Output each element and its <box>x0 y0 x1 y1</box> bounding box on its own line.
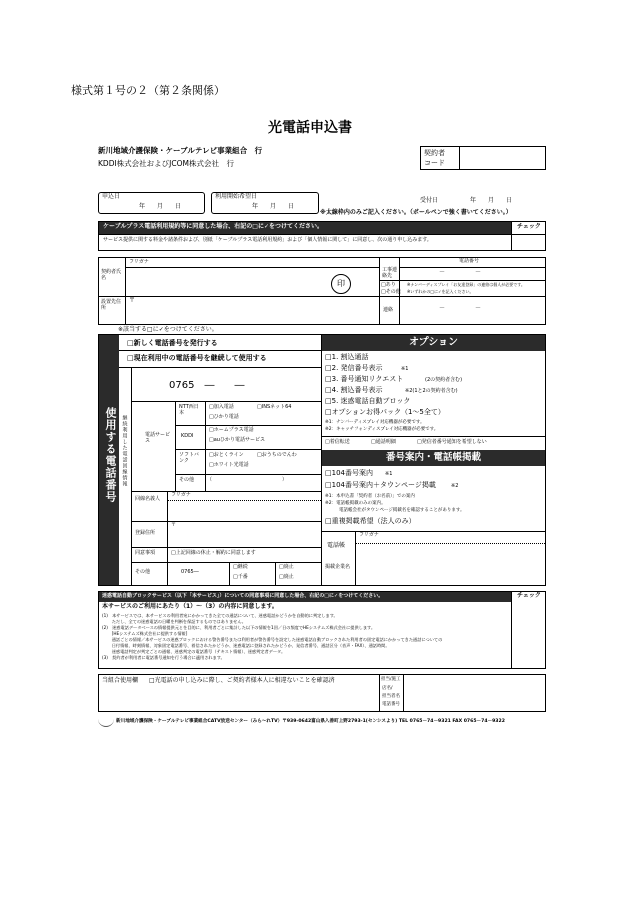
phone-dashes-1[interactable]: － － <box>439 269 482 276</box>
seal-text: 印 <box>337 279 345 288</box>
number-section-label: 使用する電話番号 <box>104 407 117 503</box>
other-2-option-b[interactable]: □千番 <box>233 574 248 580</box>
received-date-ymd: 年 月 日 <box>470 197 513 204</box>
contract-code-label-1: 契約者 <box>424 149 445 157</box>
new-number-option[interactable]: □新しく電話番号を発行する <box>127 339 218 347</box>
staff-label-3: 担当者名 <box>382 694 400 699</box>
softbank-option-2[interactable]: □おうちのでんわ <box>257 452 297 458</box>
contact-label: 連絡 <box>383 307 394 313</box>
directory-option-3[interactable]: □重複掲載希望（法人のみ） <box>325 517 416 525</box>
block-line-1: (1) 本サービスでは、本サービスの利用者宛にかかってきた全ての通話について、迷惑電話かどうかを自動的に判定します。 <box>102 613 338 618</box>
option-2[interactable]: □2. 発信番号表示 <box>325 364 383 372</box>
phone-dashes-2[interactable]: － － <box>439 305 482 312</box>
number-prefix[interactable]: 0765 ― ― <box>169 380 245 391</box>
option-2-note: ※1 <box>401 366 409 372</box>
contact-note-1: ※ナンバーディスプレイ「お友達登録」の連絡は個人が必要です。 <box>407 282 525 287</box>
directory-option-1[interactable]: □104番号案内 <box>325 469 373 477</box>
option-pack[interactable]: □オプションお得パック（1～5全て） <box>325 408 445 416</box>
option-4-note: ※2(1と2の契約者含む) <box>405 388 458 394</box>
options-header-text: オプション <box>408 337 459 348</box>
consent-check-label: チェック <box>517 223 541 230</box>
extra-call-detail[interactable]: □通話明細 <box>371 439 396 445</box>
kddi-option-1[interactable]: □ホームプラス電話 <box>209 427 254 433</box>
softbank-label: ソフトバンク <box>179 452 199 464</box>
check-note: ※該当する□に✓をつけてください。 <box>118 326 218 333</box>
option-3-note: (2の契約者含む) <box>425 377 463 383</box>
directory-note-2: ※2：電話帳掲載のみの案内。 <box>325 501 386 506</box>
line-cancel-consent[interactable]: □上記回線の休止・解約に同意します <box>171 550 256 556</box>
directory-header <box>322 450 545 466</box>
reg-address-postal: 〒 <box>171 522 177 528</box>
other-2-option-a[interactable]: □継続 <box>233 564 248 570</box>
other-2-label: その他 <box>135 569 151 575</box>
reg-address-label: 登録住所 <box>135 530 156 536</box>
directory-book-label: 電話帳 <box>327 542 346 549</box>
install-postal: 〒 <box>129 297 136 304</box>
start-date-ymd: 年 月 日 <box>252 203 295 210</box>
directory-option-2-note: ※2 <box>451 483 459 489</box>
work-contact-label: 工事連絡先 <box>382 267 398 279</box>
start-date-field[interactable] <box>211 192 319 214</box>
block-line-3: (2) 迷惑電話データベースの情報提供元とを目的に、利用者ごとに集計した以下の情報を1回／日の頻度でHEシステムズ株式会社に提供します。 <box>102 625 376 630</box>
block-check-label: チェック <box>517 592 541 599</box>
other-carrier-label: その他 <box>179 477 195 483</box>
application-date-label: 申込日 <box>102 193 121 200</box>
block-header <box>99 592 511 602</box>
directory-company-field[interactable] <box>359 547 541 581</box>
addressee-line-1: 新川地域介護保険・ケーブルテレビ事業組合 行 <box>98 146 263 155</box>
contract-code-box <box>420 146 546 170</box>
instruction-note: ※太線枠内のみご記入ください。（ボールペンで強く書いてください。） <box>320 209 512 216</box>
block-line-7: 迷惑電話判定が判定ごとの通報、迷惑判定の電話番号（テキスト情報）、迷惑判定者データ。 <box>102 649 286 654</box>
applicant-furigana: フリガナ <box>129 259 149 265</box>
directory-header-text: 番号案内・電話帳掲載 <box>385 452 481 463</box>
line-name-furigana: フリガナ <box>171 492 191 498</box>
softbank-option-1[interactable]: □おとくライン <box>209 452 244 458</box>
office-use-label: 当組合使用欄 <box>102 677 139 684</box>
contact-other[interactable]: □その他 <box>381 289 401 295</box>
directory-note-3: 電話帳会社がタウンページ掲載名を確認することがあります。 <box>339 508 465 513</box>
number-section-label-box <box>99 335 119 585</box>
consent-items-label: 同意事項 <box>135 550 156 556</box>
block-header-text: 迷惑電話自動ブロックサービス（以下「本サービス」）についての同意事項に同意した場合、右記の□に✓をつけてください。 <box>102 593 384 599</box>
office-use-confirm[interactable]: □光電話の申し込みに際し、ご契約者様本人に相違ないことを確認済 <box>149 677 335 684</box>
block-subheader: 本サービスのご利用にあたり（1）～（3）の内容に同意します。 <box>102 603 278 610</box>
addressee-line-2: KDDI株式会社およびJCOM株式会社 行 <box>98 159 235 168</box>
consent-header-text: ケーブルプラス電話利用規約等に同意した場合、右記の□に✓をつけてください。 <box>103 223 323 230</box>
footer-logo-icon <box>98 718 114 727</box>
seal-icon <box>331 274 351 294</box>
block-line-5: 通話ごとの情報／本サービスの迷惑ブロックにおける警告番号または利用者が警告番号を設定した迷惑電話自動ブロックされた利用者の固定電話にかかってきた通話についての <box>102 637 443 642</box>
staff-label-4: 電話番号 <box>382 702 400 707</box>
directory-note-1: ※1：本申込書「契約者（お名前）」での案内 <box>325 494 415 499</box>
consent-section <box>98 221 546 251</box>
other-2-option-c[interactable]: □廃止 <box>279 564 294 570</box>
contact-yes[interactable]: □あり <box>381 282 396 288</box>
service-label: 電話サービス <box>145 432 171 444</box>
ntt-option-3[interactable]: □ひかり電話 <box>209 414 239 420</box>
block-line-4: [HEシステムズ株式会社に提供する情報] <box>102 631 188 636</box>
install-address-field[interactable] <box>129 304 377 322</box>
phone-number-label: 電話番号 <box>459 258 480 264</box>
consent-checkbox[interactable] <box>515 235 543 249</box>
continue-number-option[interactable]: □現在利用中の電話番号を継続して使用する <box>127 354 267 362</box>
start-date-label: 利用開始希望日 <box>215 193 258 200</box>
option-4[interactable]: □4. 割込番号表示 <box>325 386 383 394</box>
line-name-label: 回線名義人 <box>135 496 161 502</box>
directory-option-2[interactable]: □104番号案内＋タウンページ掲載 <box>325 481 436 489</box>
extra-no-caller-id[interactable]: □発信者番号通知を希望しない <box>417 439 487 445</box>
applicant-section <box>98 257 546 325</box>
application-date-ymd: 年 月 日 <box>139 203 182 210</box>
block-line-6: 日付情報、時刻情報、対象固定電話番号、着信されたかどうか、迷惑電話に登録されたかどうか、発信者番号、通話区分（音声・FAX）、通話時間。 <box>102 643 390 648</box>
staff-label-1: 担当/施工 <box>381 677 401 682</box>
block-service-section <box>98 591 546 669</box>
option-1[interactable]: □1. 割込通話 <box>325 353 369 361</box>
options-note-1: ※1：ナンバーディスプレイ対応機器が必要です。 <box>325 420 425 425</box>
install-address-label: 設置先住所 <box>101 299 122 311</box>
ntt-option-2[interactable]: □INSネット64 <box>257 404 292 410</box>
extra-forwarding[interactable]: □着信転送 <box>325 439 350 445</box>
option-3[interactable]: □3. 番号通知リクエスト <box>325 375 404 383</box>
page-title: 光電話申込書 <box>268 120 352 136</box>
staff-label-2: 店名/ <box>382 686 393 691</box>
number-options-section <box>98 334 546 586</box>
options-header <box>322 335 545 351</box>
kddi-option-2[interactable]: □auひかり電話サービス <box>209 437 265 443</box>
applicant-name-label: 契約者氏名 <box>101 269 122 281</box>
footer-text: 新川地域介護保険・ケーブルテレビ事業組合CATV放送センター（みら～れTV）〒939-0642富山県入善町上野2793-1(センシスより) TEL 0765－74－9321 FAX 0765－74－9322 <box>116 719 505 724</box>
kddi-label: KDDI <box>181 433 194 439</box>
ntt-option-1[interactable]: □加入電話 <box>209 404 234 410</box>
option-5[interactable]: □5. 迷惑電話自動ブロック <box>325 397 411 405</box>
block-line-8: (3) 契約者が利用者に電話番号通知を行う場合に適用されます。 <box>102 655 225 660</box>
block-checkbox[interactable] <box>513 604 543 666</box>
directory-furigana: フリガナ <box>359 532 379 538</box>
ntt-label: NTT西日本 <box>179 404 199 416</box>
options-note-2: ※2：キャッチフォンディスプレイ対応機器が必要です。 <box>325 427 439 432</box>
directory-company-label: 掲載企業名 <box>325 564 351 570</box>
office-use-section <box>98 674 546 712</box>
directory-option-1-note: ※1 <box>385 471 393 477</box>
consent-header <box>99 222 511 234</box>
contact-note-2: ※いずれかの□に✓を記入ください。 <box>407 289 474 294</box>
contract-code-label-2: コード <box>424 159 445 167</box>
block-line-2: ただし、全ての迷惑電話の日曜を判断を保証するものではありません。 <box>102 619 246 624</box>
received-date-label: 受付日 <box>420 197 439 204</box>
application-date-field[interactable] <box>98 192 205 214</box>
other-2-option-d[interactable]: □廃止 <box>279 574 294 580</box>
other-2-number[interactable]: 0765― <box>181 569 199 575</box>
applicant-name-field[interactable] <box>129 269 329 294</box>
consent-text: サービス提供に関する料金や諸条件および、別紙「ケーブルプラス電話利用規約」および「個人情報に関して」に同意し、次の通り申し込みます。 <box>103 237 432 243</box>
continued-line-vertical: 継続利用した電話回線情報 <box>121 415 128 487</box>
softbank-option-3[interactable]: □ホワイト光電話 <box>209 462 249 468</box>
form-number: 様式第１号の２（第２条関係） <box>71 84 225 97</box>
other-carrier-field[interactable]: （ ） <box>207 477 288 483</box>
